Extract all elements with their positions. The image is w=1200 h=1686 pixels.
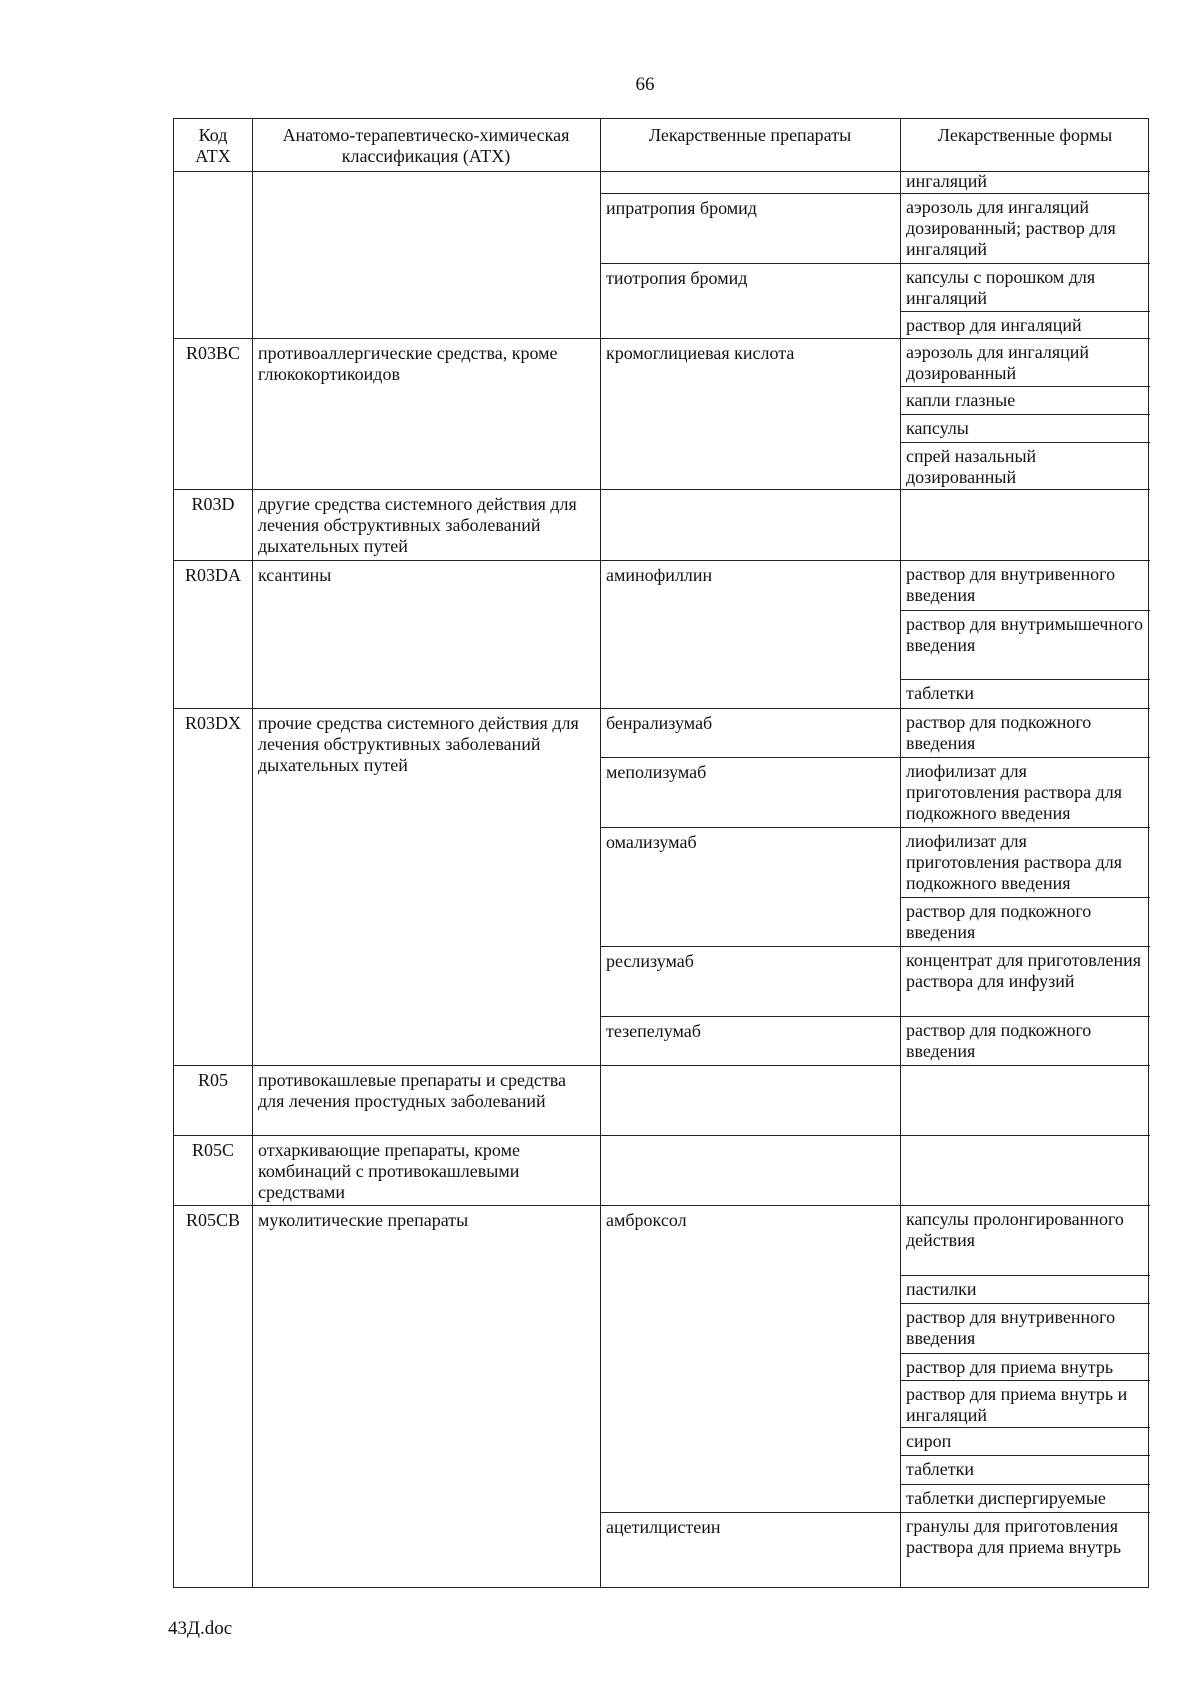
header-classification: Анатомо-терапевтическо-химическая классификация (АТХ) [282,125,570,166]
drug-name: ипратропия бромид [606,198,757,218]
row-classification: муколитические препараты [258,1210,469,1230]
row-code: R03BC [185,343,241,363]
drug-name: бенрализумаб [606,713,713,733]
row-classification: противокашлевые препараты и средства для лечения простудных заболеваний [258,1070,567,1111]
row-classification: ксантины [258,565,332,585]
dosage-form: раствор для приема внутрь [906,1357,1114,1377]
drug-name: ацетилцистеин [606,1517,721,1537]
dosage-form: капли глазные [906,390,1016,410]
row-code: R03DX [184,713,241,733]
row-code: R05CB [185,1210,241,1230]
drug-name: аминофиллин [606,565,713,585]
row-code: R03DA [184,565,241,585]
dosage-form: концентрат для приготовления раствора для инфузий [906,950,1141,991]
dosage-form: капсулы [906,418,969,438]
dosage-form: раствор для подкожного введения [906,712,1092,753]
dosage-form: гранулы для приготовления раствора для приема внутрь [906,1516,1122,1557]
drug-name: тезепелумаб [606,1021,701,1041]
drug-name: меполизумаб [606,762,707,782]
dosage-form: ингаляций [906,171,987,191]
row-classification: противоаллергические средства, кроме глюкокортикоидов [258,343,558,384]
dosage-form: лиофилизат для приготовления раствора для подкожного введения [906,761,1122,823]
dosage-form: пастилки [906,1279,977,1299]
dosage-form: раствор для подкожного введения [906,901,1092,942]
drug-name: омализумаб [606,832,697,852]
dosage-form: таблетки диспергируемые [906,1488,1106,1508]
dosage-form: раствор для приема внутрь и ингаляций [906,1384,1128,1425]
dosage-form: таблетки [906,1459,975,1479]
drug-name: реслизумаб [606,951,694,971]
dosage-form: раствор для внутримышечного введения [906,614,1143,655]
drug-name: амброксол [606,1210,687,1230]
drug-name: тиотропия бромид [606,268,748,288]
dosage-form: лиофилизат для приготовления раствора для подкожного введения [906,831,1122,893]
drug-name: кромоглициевая кислота [606,343,795,363]
atc-table [173,118,1149,1588]
dosage-form: спрей назальный дозированный [906,446,1037,487]
footer-filename: 43Д.doc [168,1618,233,1639]
dosage-form: раствор для ингаляций [906,315,1082,335]
row-code: R05C [191,1140,234,1160]
row-classification: другие средства системного действия для лечения обструктивных заболеваний дыхательных путей [258,494,577,556]
dosage-form: раствор для внутривенного введения [906,1307,1116,1348]
dosage-form: аэрозоль для ингаляций дозированный; раствор для ингаляций [906,197,1116,259]
dosage-form: капсулы с порошком для ингаляций [906,267,1096,308]
dosage-form: аэрозоль для ингаляций дозированный [906,342,1090,383]
row-classification: отхаркивающие препараты, кроме комбинаций с противокашлевыми средствами [258,1140,520,1202]
dosage-form: раствор для подкожного введения [906,1020,1092,1061]
header-drugs: Лекарственные препараты [648,125,852,145]
dosage-form: таблетки [906,683,975,703]
dosage-form: капсулы пролонгированного действия [906,1209,1124,1250]
dosage-form: сироп [906,1431,952,1451]
header-forms: Лекарственные формы [937,125,1113,145]
dosage-form: раствор для внутривенного введения [906,564,1116,605]
row-code: R03D [191,494,235,514]
row-classification: прочие средства системного действия для лечения обструктивных заболеваний дыхательных путей [258,713,579,775]
page-number: 66 [635,74,655,95]
header-code: Код АТХ [195,125,231,166]
row-code: R05 [197,1070,228,1090]
